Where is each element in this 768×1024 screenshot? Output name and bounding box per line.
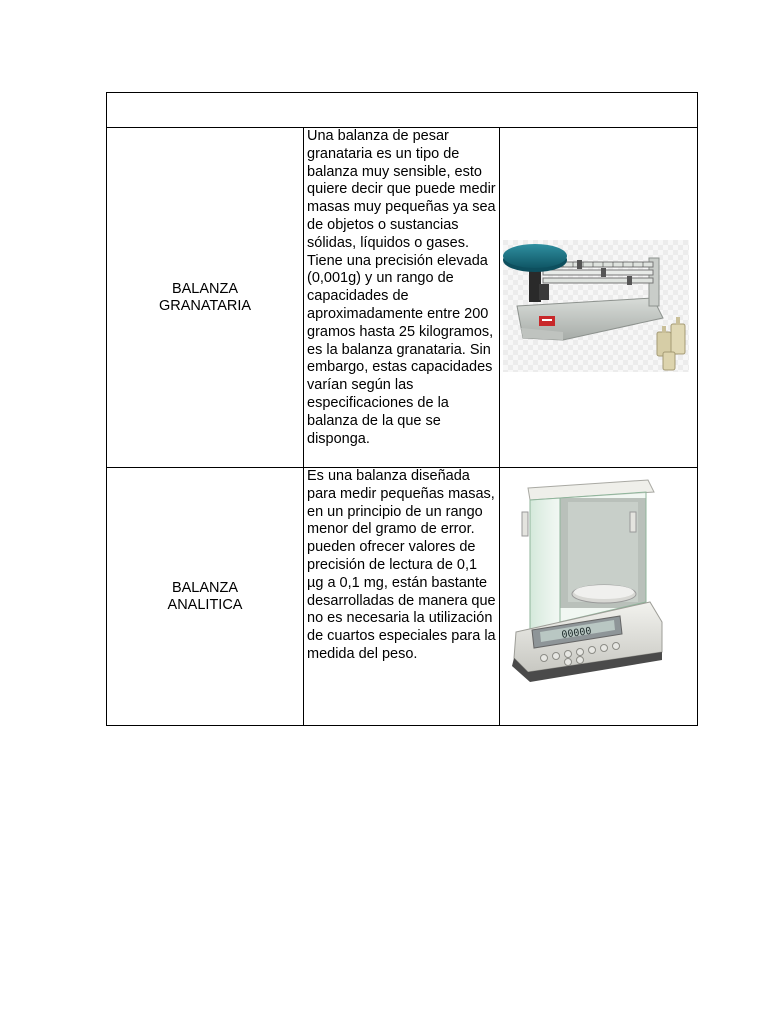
balance-description-analitica: Es una balanza diseñada para medir pequeñas masas, en un principio de un rango menor del gramo de error. pueden ofrecer valores de precisión de lectura de 0,1 µg a 0,1 mg, están bastante desarrolladas de manera que no es necesaria la utilización de cuartos especiales para la medida del peso. <box>307 468 496 662</box>
table-row <box>107 128 698 468</box>
balance-name-granataria: BALANZA GRANATARIA <box>158 280 252 314</box>
balance-description-cell <box>304 128 500 468</box>
balance-image-cell <box>500 128 698 468</box>
triple-beam-balance-image <box>503 240 689 372</box>
table-header-cell <box>107 93 698 128</box>
table-row <box>107 468 698 726</box>
balance-name-cell <box>107 468 304 726</box>
balance-name-analitica: BALANZA ANALITICA <box>167 579 243 613</box>
balance-description-granataria: Una balanza de pesar granataria es un tipo de balanza muy sensible, esto quiere decir que puede medir masas muy pequeñas ya sea de objetos o sustancias sólidas, líquidos o gases. Tiene una precisión elevada (0,001g) y un rango de capacidades de aproximadamente entre 200 gramos hasta 25 kilogramos, es la balanza granataria. Sin embargo, estas capacidades varían según las especificaciones de la balanza de la que se disponga. <box>307 128 496 447</box>
balance-image-cell <box>500 468 698 726</box>
balance-description-cell <box>304 468 500 726</box>
balance-display-reading: 00000 <box>560 625 593 641</box>
balance-comparison-table <box>106 92 698 726</box>
balance-name-cell <box>107 128 304 468</box>
table-header-row <box>107 93 698 128</box>
analytical-balance-image <box>508 472 666 686</box>
